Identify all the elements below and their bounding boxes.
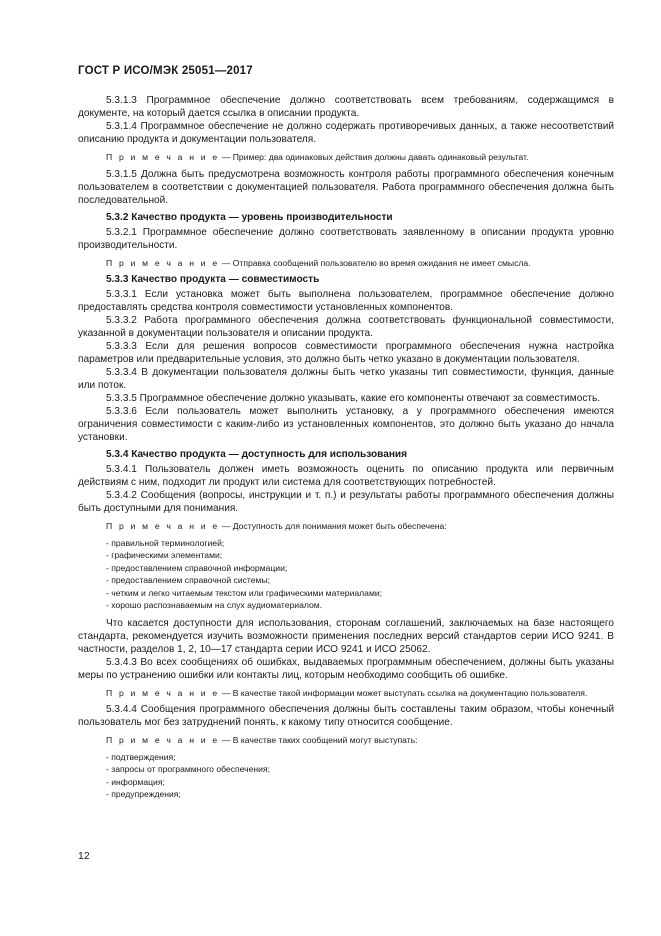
list-item: - хорошо распознаваемым на слух аудиоматериалом. <box>106 600 323 610</box>
usability-paragraph: Что касается доступности для использования, сторонам соглашений, заключаемых на базе настоящего стандарта, рекомендуется изучить возможности применения последних версий стандартов серии ИСО 9241. В частности, разделов 1, 2, 10—17 стандарта серии ИСО 9241 и ИСО 25062. <box>78 617 614 655</box>
note-text: — Доступность для понимания может быть обеспечена: <box>219 521 447 531</box>
clause-5-3-3-3: 5.3.3.3 Если для решения вопросов совместимости программного обеспечения нужна настройка параметров или предварительные условия, это должно быть четко указано в документации пользователя. <box>78 341 614 365</box>
clause-5-3-1-3: 5.3.1.3 Программное обеспечение должно соответствовать всем требованиям, содержащимся в документе, на который дается ссылка в описании продукта. <box>78 95 614 119</box>
heading-5-3-3: 5.3.3 Качество продукта — совместимость <box>106 274 320 285</box>
list-item: - графическими элементами; <box>106 550 223 560</box>
note-text: — Отправка сообщений пользователю во время ожидания не имеет смысла. <box>219 257 531 268</box>
clause-5-3-3-4: 5.3.3.4 В документации пользователя должны быть четко указаны тип совместимости, функция, данные или поток. <box>78 367 614 391</box>
note-text: — В качестве такой информации может выступать ссылка на документацию пользователя. <box>219 687 588 698</box>
note-label: П р и м е ч а н и е <box>106 687 220 698</box>
clause-5-3-2-1: 5.3.2.1 Программное обеспечение должно соответствовать заявленному в описании продукта уровню производительности. <box>78 226 614 251</box>
heading-5-3-4: 5.3.4 Качество продукта — доступность для использования <box>106 449 408 460</box>
note-performance <box>78 258 614 270</box>
note-text: — Пример: два одинаковых действия должны давать одинаковый результат. <box>219 152 529 162</box>
note-understandability <box>78 521 614 533</box>
note-text: — В качестве таких сообщений могут выступать: <box>219 735 418 745</box>
note-label: П р и м е ч а н и е <box>106 257 220 268</box>
note-example <box>78 152 614 164</box>
understandability-list <box>78 537 614 612</box>
clause-5-3-1-5: 5.3.1.5 Должна быть предусмотрена возможность контроля работы программного обеспечения конечным пользователем в соответствии с документацией пользователя. Работа программного обеспечения должна быть последовательной. <box>78 168 614 206</box>
clause-5-3-1-4: 5.3.1.4 Программное обеспечение не должно содержать противоречивых данных, а также несоответствий описанию продукта и документации пользователя. <box>78 121 614 145</box>
note-label: П р и м е ч а н и е <box>106 735 220 745</box>
list-item: - правильной терминологией; <box>106 537 225 548</box>
note-message-types <box>78 735 614 747</box>
list-item: - подтверждения; <box>106 751 176 762</box>
list-item: - информация; <box>106 776 165 787</box>
note-label: П р и м е ч а н и е <box>106 521 220 531</box>
clause-5-3-3-2: 5.3.3.2 Работа программного обеспечения должна соответствовать функциональной совместимости, указанной в документации пользователя и описании продукта. <box>78 315 614 339</box>
clause-5-3-3-1: 5.3.3.1 Если установка может быть выполнена пользователем, программное обеспечение должно предоставлять средства контроля совместимости установленных компонентов. <box>78 289 614 313</box>
list-item: - предоставлением справочной информации; <box>106 562 288 573</box>
list-item: - четким и легко читаемым текстом или графическими материалами; <box>106 587 383 598</box>
clause-5-3-3-6: 5.3.3.6 Если пользователь может выполнить установку, а у программного обеспечения имеются ограничения совместимости с каким-либо из установленных компонентов, это должно быть указано до начала установки. <box>78 406 614 443</box>
list-item: - запросы от программного обеспечения; <box>106 764 270 774</box>
note-label: П р и м е ч а н и е <box>106 152 220 162</box>
list-item: - предоставлением справочной системы; <box>106 575 271 585</box>
message-types-list <box>78 751 614 801</box>
page-number: 12 <box>78 850 90 862</box>
note-error-info <box>78 688 614 700</box>
clause-5-3-4-3: 5.3.4.3 Во всех сообщениях об ошибках, выдаваемых программным обеспечением, должны быть указаны меры по устранению ошибки или контакты лиц, которым необходимо сообщить об ошибке. <box>78 656 614 681</box>
document-body <box>78 94 614 801</box>
clause-5-3-4-4: 5.3.4.4 Сообщения программного обеспечения должны быть составлены таким образом, чтобы конечный пользователь мог без затруднений понять, к какому типу относится сообщение. <box>78 704 614 728</box>
heading-5-3-2: 5.3.2 Качество продукта — уровень производительности <box>106 211 393 223</box>
clause-5-3-4-1: 5.3.4.1 Пользователь должен иметь возможность оценить по описанию продукта или первичным действиям с ним, подходит ли продукт или система для соответствующих потребностей. <box>78 464 614 488</box>
clause-5-3-4-2: 5.3.4.2 Сообщения (вопросы, инструкции и т. п.) и результаты работы программного обеспечения должны быть доступными для понимания. <box>78 490 614 514</box>
list-item: - предупреждения; <box>106 789 181 799</box>
document-header: ГОСТ Р ИСО/МЭК 25051—2017 <box>78 65 253 77</box>
clause-5-3-3-5: 5.3.3.5 Программное обеспечение должно указывать, какие его компоненты отвечают за совместимость. <box>106 393 601 404</box>
